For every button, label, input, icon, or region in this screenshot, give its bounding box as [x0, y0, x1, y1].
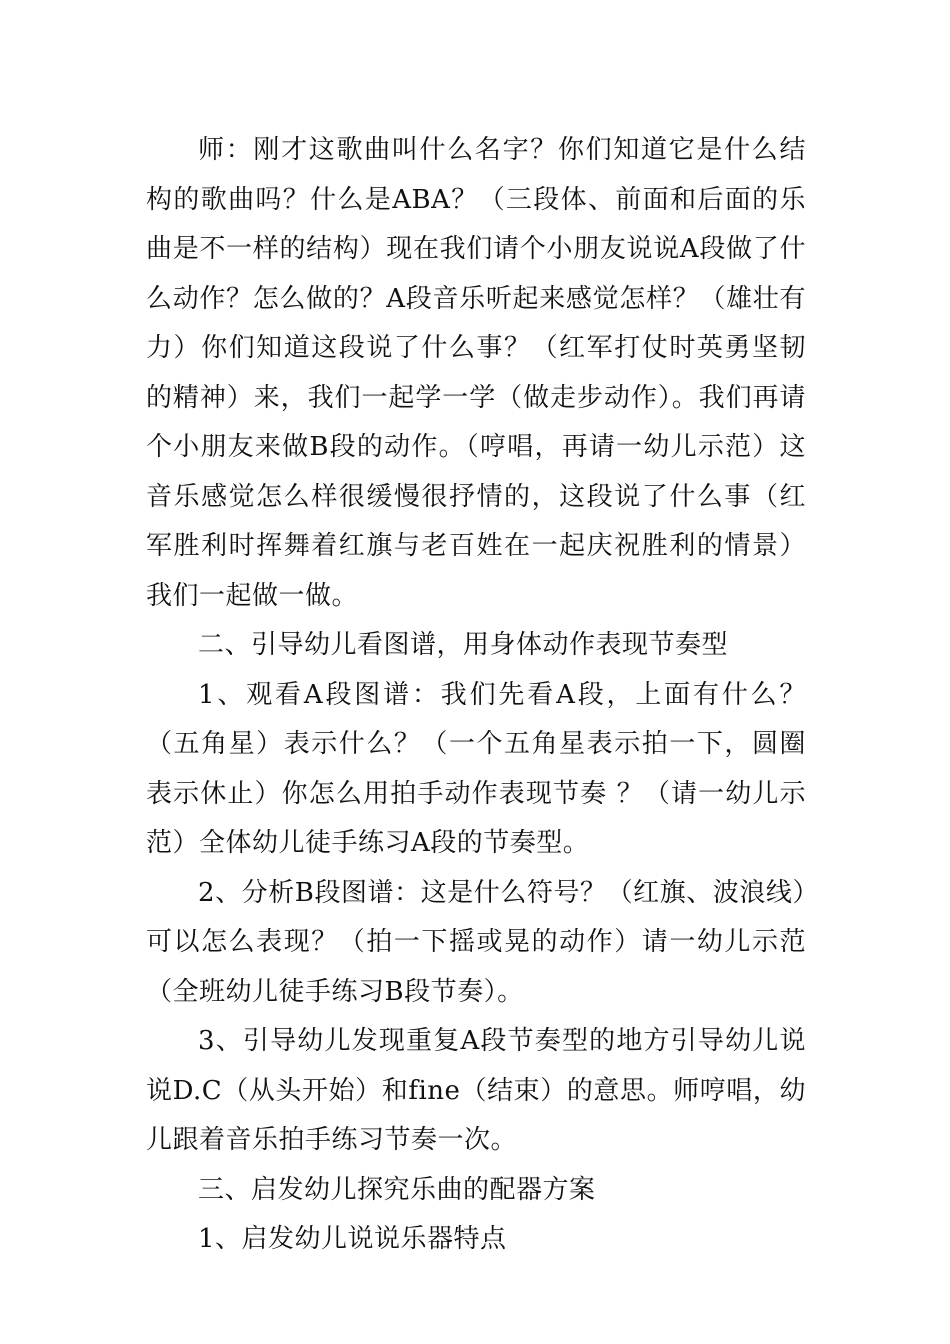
paragraph-subsection-1: 1、启发幼儿说说乐器特点 [198, 1224, 507, 1254]
paragraph-step-1: 1、观看A段图谱：我们先看A段，上面有什么？（五角星）表示什么？（一个五角星表示拍一下，圆圈表示休止）你怎么用拍手动作表现节奏 ？（请一幼儿示范）全体幼儿徒手练习A段的节奏型。 [146, 679, 806, 858]
section-heading-3: 三、启发幼儿探究乐曲的配器方案 [198, 1174, 596, 1205]
document-body [146, 126, 806, 1265]
paragraph-step-2: 2、分析B段图谱：这是什么符号？（红旗、波浪线）可以怎么表现？（拍一下摇或晃的动作）请一幼儿示范（全班幼儿徒手练习B段节奏）。 [146, 877, 806, 1007]
paragraph-teacher-dialogue: 师：刚才这歌曲叫什么名字？你们知道它是什么结构的歌曲吗？什么是ABA？（三段体、前面和后面的乐曲是不一样的结构）现在我们请个小朋友说说A段做了什么动作？怎么做的？A段音乐听起来感觉怎样？（雄壮有力）你们知道这段说了什么事？（红军打仗时英勇坚韧的精神）来，我们一起学一学（做走步动作）。我们再请个小朋友来做B段的动作。（哼唱，再请一幼儿示范）这音乐感觉怎么样很缓慢很抒情的，这段说了什么事（红军胜利时挥舞着红旗与老百姓在一起庆祝胜利的情景）我们一起做一做。 [146, 135, 806, 611]
paragraph-step-3: 3、引导幼儿发现重复A段节奏型的地方引导幼儿说说D.C（从头开始）和fine（结束）的意思。师哼唱，幼儿跟着音乐拍手练习节奏一次。 [146, 1026, 806, 1155]
section-heading-2: 二、引导幼儿看图谱，用身体动作表现节奏型 [198, 630, 729, 660]
